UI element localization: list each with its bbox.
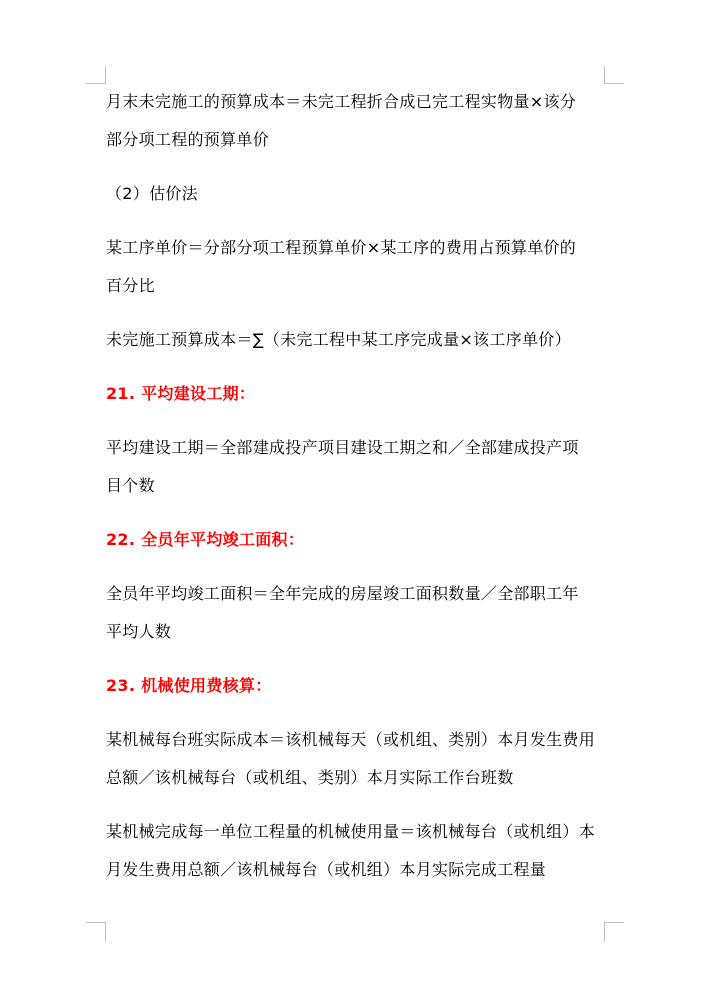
corner-mark-bottom-left-v — [105, 922, 106, 942]
section-heading: 21. 平均建设工期： — [106, 384, 256, 403]
section-heading: 22. 全员年平均竣工面积： — [106, 530, 305, 549]
paragraph-line: 全员年平均竣工面积＝全年完成的房屋竣工面积数量／全部职工年 — [106, 584, 579, 603]
paragraph-line: 平均人数 — [106, 622, 172, 641]
paragraph-line: 百分比 — [106, 276, 155, 295]
corner-mark-bottom-left-h — [86, 922, 106, 923]
corner-mark-bottom-right-h — [604, 922, 624, 923]
paragraph-line: 目个数 — [106, 476, 155, 495]
corner-mark-top-left-h — [86, 83, 106, 84]
corner-mark-top-right-v — [604, 66, 605, 84]
paragraph-line: 月发生费用总额／该机械每台（或机组）本月实际完成工程量 — [106, 860, 547, 879]
paragraph-line: 平均建设工期＝全部建成投产项目建设工期之和／全部建成投产项 — [106, 438, 579, 457]
corner-mark-bottom-right-v — [604, 922, 605, 942]
paragraph-line: 月末未完施工的预算成本＝未完工程折合成已完工程实物量×该分 — [106, 92, 577, 111]
section-heading: 23. 机械使用费核算： — [106, 676, 272, 695]
paragraph-line: 部分项工程的预算单价 — [106, 130, 270, 149]
paragraph-line: （2）估价法 — [106, 184, 198, 203]
corner-mark-top-right-h — [604, 83, 624, 84]
paragraph-line: 某机械完成每一单位工程量的机械使用量＝该机械每台（或机组）本 — [106, 822, 596, 841]
paragraph-line: 某机械每台班实际成本＝该机械每天（或机组、类别）本月发生费用 — [106, 730, 596, 749]
paragraph-line: 总额／该机械每台（或机组、类别）本月实际工作台班数 — [106, 768, 514, 787]
corner-mark-top-left-v — [105, 66, 106, 84]
paragraph-line: 某工序单价＝分部分项工程预算单价×某工序的费用占预算单价的 — [106, 238, 577, 257]
paragraph-line: 未完施工预算成本＝∑（未完工程中某工序完成量×该工序单价） — [106, 330, 571, 349]
